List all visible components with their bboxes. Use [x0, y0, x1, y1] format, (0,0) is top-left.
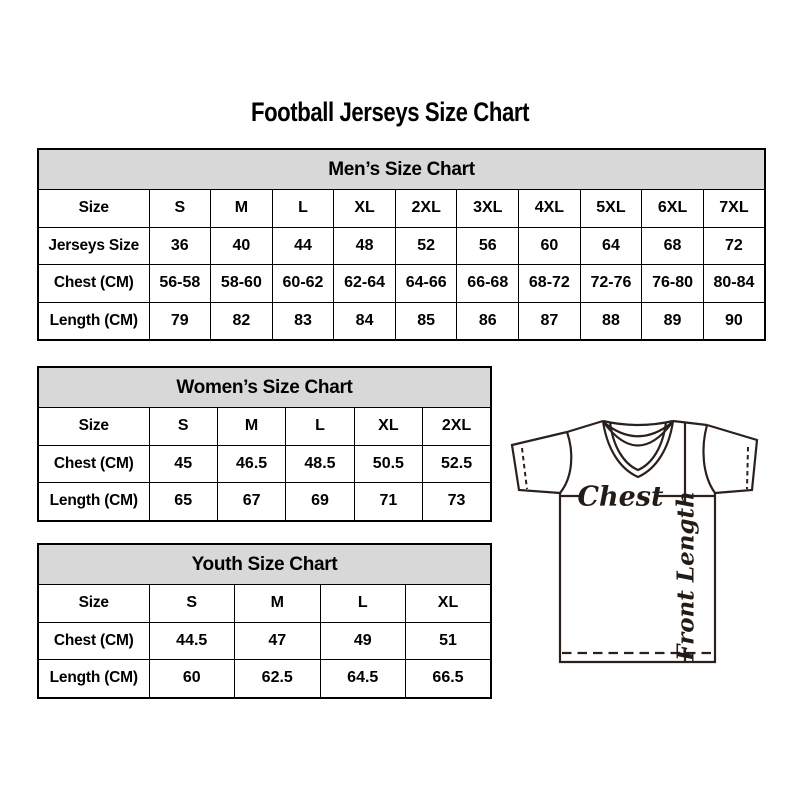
value-cell: 45	[149, 445, 217, 483]
value-cell: 52.5	[423, 445, 491, 483]
value-cell: L	[272, 190, 334, 228]
value-cell: 85	[395, 302, 457, 340]
value-cell: 89	[642, 302, 704, 340]
jersey-collar-top-line	[603, 421, 673, 425]
value-cell: M	[211, 190, 273, 228]
table-row	[38, 585, 491, 623]
value-cell: 60-62	[272, 265, 334, 303]
page-title: Football Jerseys Size Chart	[250, 97, 530, 127]
row-label: Chest (CM)	[38, 622, 149, 660]
table-row	[38, 302, 765, 340]
row-label: Length (CM)	[38, 483, 149, 521]
value-cell: 44	[272, 227, 334, 265]
jersey-diagram-svg	[500, 405, 780, 675]
value-cell: 2XL	[395, 190, 457, 228]
mens-table-title: Men’s Size Chart	[38, 149, 765, 190]
youth-size-chart-table	[37, 543, 492, 699]
jersey-right-armhole-seam	[703, 425, 715, 493]
value-cell: 67	[217, 483, 285, 521]
table-row	[38, 622, 491, 660]
left-cuff-stitch-line	[522, 448, 527, 489]
row-label: Chest (CM)	[38, 445, 149, 483]
table-row	[38, 265, 765, 303]
jersey-left-sleeve	[512, 432, 567, 493]
row-label: Length (CM)	[38, 302, 149, 340]
value-cell: 68-72	[519, 265, 581, 303]
value-cell: 86	[457, 302, 519, 340]
value-cell: 84	[334, 302, 396, 340]
row-label: Chest (CM)	[38, 265, 149, 303]
right-cuff-stitch-line	[747, 447, 748, 489]
value-cell: 40	[211, 227, 273, 265]
value-cell: 7XL	[703, 190, 765, 228]
row-label: Size	[38, 408, 149, 446]
value-cell: 6XL	[642, 190, 704, 228]
value-cell: 73	[423, 483, 491, 521]
table-row	[38, 190, 765, 228]
value-cell: 79	[149, 302, 211, 340]
table-row	[38, 483, 491, 521]
youth-table-body	[38, 585, 491, 698]
value-cell: 56	[457, 227, 519, 265]
value-cell: S	[149, 408, 217, 446]
value-cell: 48	[334, 227, 396, 265]
value-cell: 58-60	[211, 265, 273, 303]
chest-label: Chest	[577, 481, 664, 513]
value-cell: 64	[580, 227, 642, 265]
jersey-right-shoulder-seam	[673, 421, 707, 425]
value-cell: 62.5	[235, 660, 321, 698]
value-cell: 88	[580, 302, 642, 340]
value-cell: 44.5	[149, 622, 235, 660]
value-cell: 4XL	[519, 190, 581, 228]
value-cell: 2XL	[423, 408, 491, 446]
table-header-row	[38, 149, 765, 190]
table-row	[38, 660, 491, 698]
table-header-row	[38, 367, 491, 408]
value-cell: 36	[149, 227, 211, 265]
womens-size-chart-table	[37, 366, 492, 522]
value-cell: 47	[235, 622, 321, 660]
value-cell: XL	[406, 585, 492, 623]
value-cell: 90	[703, 302, 765, 340]
value-cell: XL	[354, 408, 422, 446]
value-cell: L	[286, 408, 354, 446]
value-cell: 51	[406, 622, 492, 660]
value-cell: 72	[703, 227, 765, 265]
value-cell: S	[149, 190, 211, 228]
value-cell: 56-58	[149, 265, 211, 303]
value-cell: 49	[320, 622, 406, 660]
value-cell: 48.5	[286, 445, 354, 483]
value-cell: 50.5	[354, 445, 422, 483]
value-cell: XL	[334, 190, 396, 228]
value-cell: 83	[272, 302, 334, 340]
value-cell: 52	[395, 227, 457, 265]
front-length-label: Front Length	[672, 491, 700, 661]
value-cell: 46.5	[217, 445, 285, 483]
youth-table-title: Youth Size Chart	[38, 544, 491, 585]
value-cell: 60	[149, 660, 235, 698]
row-label: Jerseys Size	[38, 227, 149, 265]
row-label: Size	[38, 585, 149, 623]
mens-table-body	[38, 190, 765, 341]
value-cell: 76-80	[642, 265, 704, 303]
value-cell: 68	[642, 227, 704, 265]
jersey-left-armhole-seam	[560, 432, 571, 493]
front-length-label-group	[672, 491, 700, 662]
value-cell: L	[320, 585, 406, 623]
table-row	[38, 445, 491, 483]
womens-table-title: Women’s Size Chart	[38, 367, 491, 408]
value-cell: 66-68	[457, 265, 519, 303]
value-cell: 82	[211, 302, 273, 340]
value-cell: 65	[149, 483, 217, 521]
value-cell: M	[235, 585, 321, 623]
value-cell: 64-66	[395, 265, 457, 303]
value-cell: 72-76	[580, 265, 642, 303]
value-cell: 66.5	[406, 660, 492, 698]
value-cell: 71	[354, 483, 422, 521]
value-cell: 69	[286, 483, 354, 521]
table-row	[38, 227, 765, 265]
value-cell: 87	[519, 302, 581, 340]
value-cell: 64.5	[320, 660, 406, 698]
table-header-row	[38, 544, 491, 585]
mens-size-chart-table	[37, 148, 766, 341]
value-cell: 60	[519, 227, 581, 265]
jersey-measurement-diagram	[500, 405, 780, 675]
value-cell: 80-84	[703, 265, 765, 303]
row-label: Length (CM)	[38, 660, 149, 698]
value-cell: 3XL	[457, 190, 519, 228]
row-label: Size	[38, 190, 149, 228]
value-cell: S	[149, 585, 235, 623]
jersey-left-shoulder-seam	[567, 421, 603, 432]
value-cell: 5XL	[580, 190, 642, 228]
value-cell: M	[217, 408, 285, 446]
table-row	[38, 408, 491, 446]
value-cell: 62-64	[334, 265, 396, 303]
womens-table-body	[38, 408, 491, 521]
jersey-right-sleeve	[707, 425, 757, 493]
